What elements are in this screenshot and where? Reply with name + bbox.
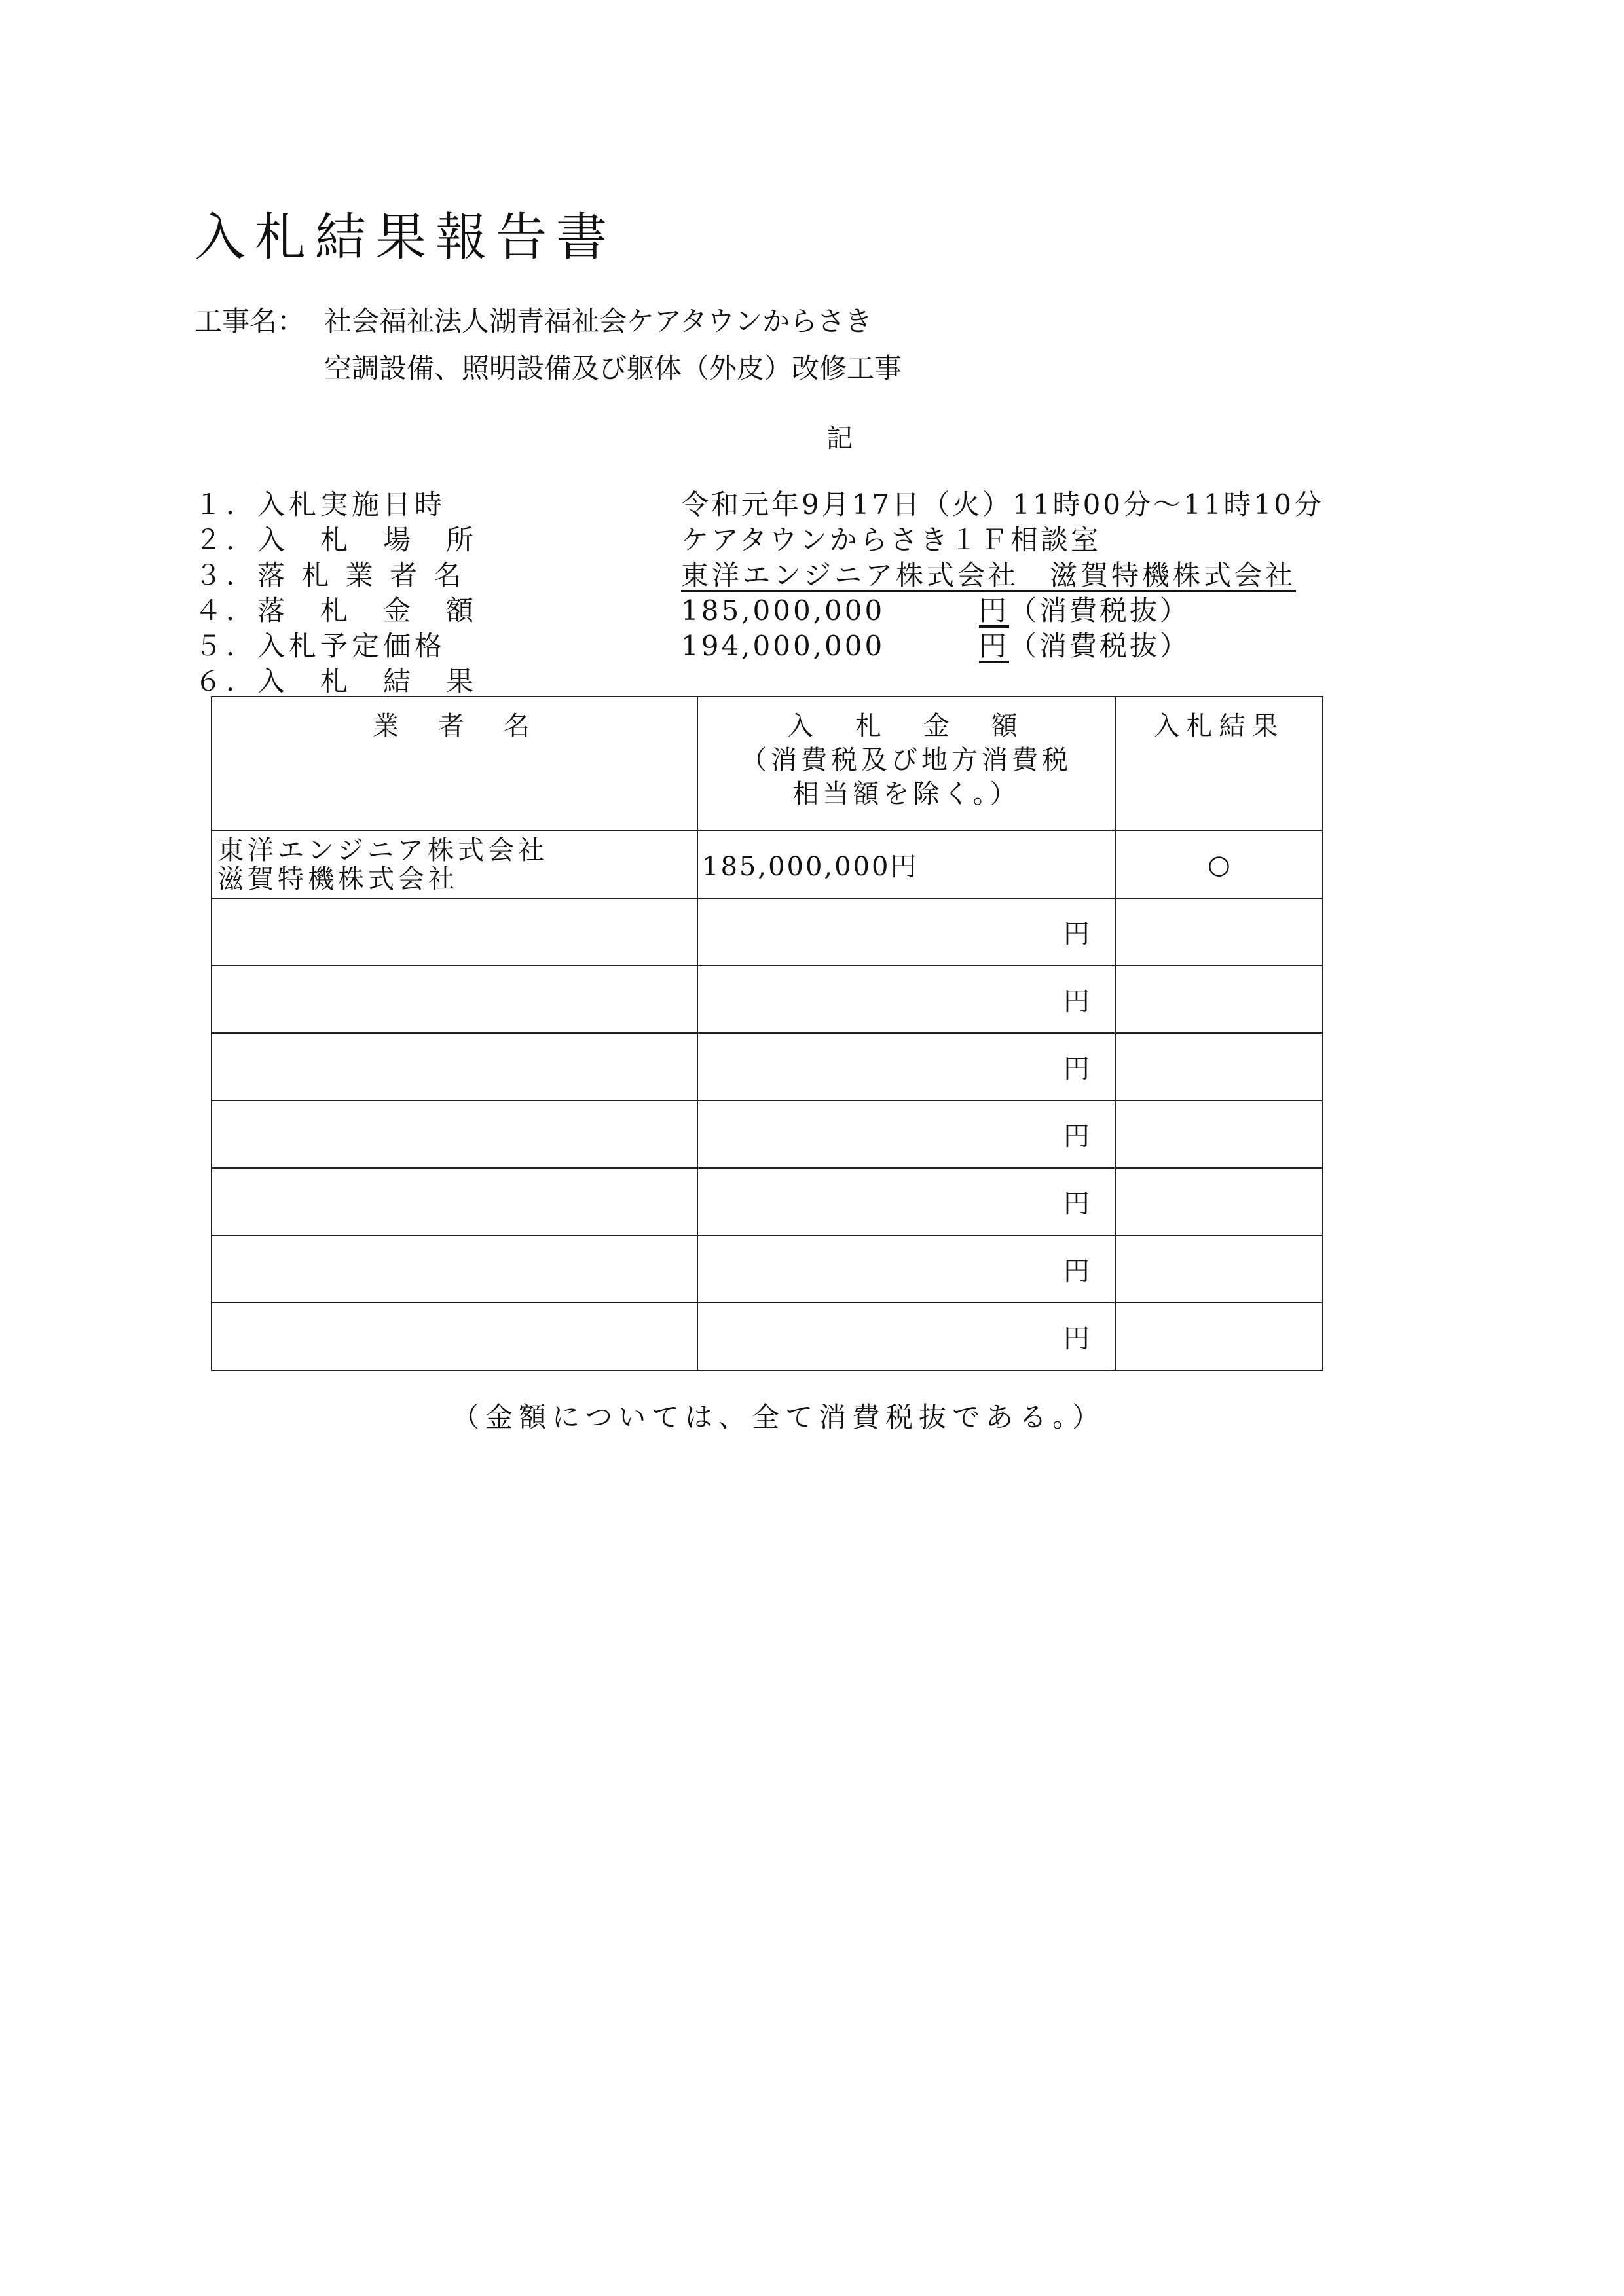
amount-cell: 185,000,000円 (697, 831, 1115, 898)
result-cell (1115, 1101, 1323, 1168)
planned-price-yen: 円 (979, 630, 1010, 662)
planned-price-number: 194,000,000 (681, 630, 885, 662)
item-label-winner: ３．落 札 業 者 名 (194, 559, 466, 591)
table-row (212, 831, 1323, 898)
winning-amount-tax: （消費税抜） (1009, 594, 1190, 627)
table-row (212, 1303, 1323, 1370)
company-cell (212, 1168, 697, 1235)
result-cell (1115, 1303, 1323, 1370)
table-row (212, 1033, 1323, 1101)
table-row (212, 1168, 1323, 1235)
item-label-winning-amount: ４．落 札 金 額 (194, 594, 478, 627)
company-cell (212, 831, 697, 898)
item-label-result: ６．入 札 結 果 (194, 665, 478, 697)
header-amount-line1: 入 札 金 額 (787, 711, 1025, 741)
table-header-row (212, 697, 1323, 831)
item-value-place: ケアタウンからさき１Ｆ相談室 (681, 524, 1101, 556)
footnote: （金額については、全て消費税抜である。） (452, 1401, 1106, 1433)
ki-heading: 記 (826, 424, 853, 454)
item-value-date: 令和元年9月17日（火）11時00分～11時10分 (681, 488, 1324, 520)
company-cell (212, 1303, 697, 1370)
table-row (212, 1235, 1323, 1303)
item-value-winner: 東洋エンジニア株式会社 滋賀特機株式会社 (681, 559, 1296, 591)
item-label-place: ２．入 札 場 所 (194, 524, 478, 556)
company-cell (212, 1033, 697, 1101)
document-title: 入札結果報告書 (194, 208, 617, 267)
company-cell (212, 1101, 697, 1168)
amount-cell: 円 (697, 1033, 1115, 1101)
header-company: 業 者 名 (212, 697, 697, 831)
amount-cell: 円 (697, 966, 1115, 1033)
table-row (212, 1101, 1323, 1168)
project-name-line1: 社会福祉法人湖青福祉会ケアタウンからさき (324, 305, 873, 337)
company-line2: 滋賀特機株式会社 (217, 864, 458, 894)
result-cell (1115, 1168, 1323, 1235)
table-row (212, 898, 1323, 966)
header-result: 入札結果 (1115, 697, 1323, 831)
result-cell: ○ (1115, 831, 1323, 898)
result-cell (1115, 1235, 1323, 1303)
planned-price-tax: （消費税抜） (1009, 630, 1190, 662)
company-cell (212, 1235, 697, 1303)
company-line1: 東洋エンジニア株式会社 (217, 835, 548, 866)
header-amount-line3: 相当額を除く。） (792, 779, 1020, 809)
company-cell (212, 898, 697, 966)
project-name-line2: 空調設備、照明設備及び躯体（外皮）改修工事 (324, 352, 902, 384)
amount-cell: 円 (697, 1101, 1115, 1168)
item-label-planned-price: ５．入札予定価格 (194, 630, 447, 662)
winning-amount-number: 185,000,000 (681, 594, 885, 627)
amount-cell: 円 (697, 1168, 1115, 1235)
project-name-label: 工事名： (194, 305, 305, 337)
item-label-date: １．入札実施日時 (194, 488, 447, 520)
amount-cell: 円 (697, 898, 1115, 966)
item-value-planned-price (681, 625, 1190, 664)
result-cell (1115, 898, 1323, 966)
header-amount (697, 697, 1115, 831)
header-amount-line2: （消費税及び地方消費税 (741, 745, 1072, 775)
bid-results-table (211, 696, 1323, 1371)
amount-cell: 円 (697, 1303, 1115, 1370)
table-row (212, 966, 1323, 1033)
amount-cell: 円 (697, 1235, 1115, 1303)
result-cell (1115, 1033, 1323, 1101)
result-cell (1115, 966, 1323, 1033)
item-value-winning-amount (681, 589, 1190, 629)
company-cell (212, 966, 697, 1033)
winning-amount-yen: 円 (979, 594, 1010, 627)
